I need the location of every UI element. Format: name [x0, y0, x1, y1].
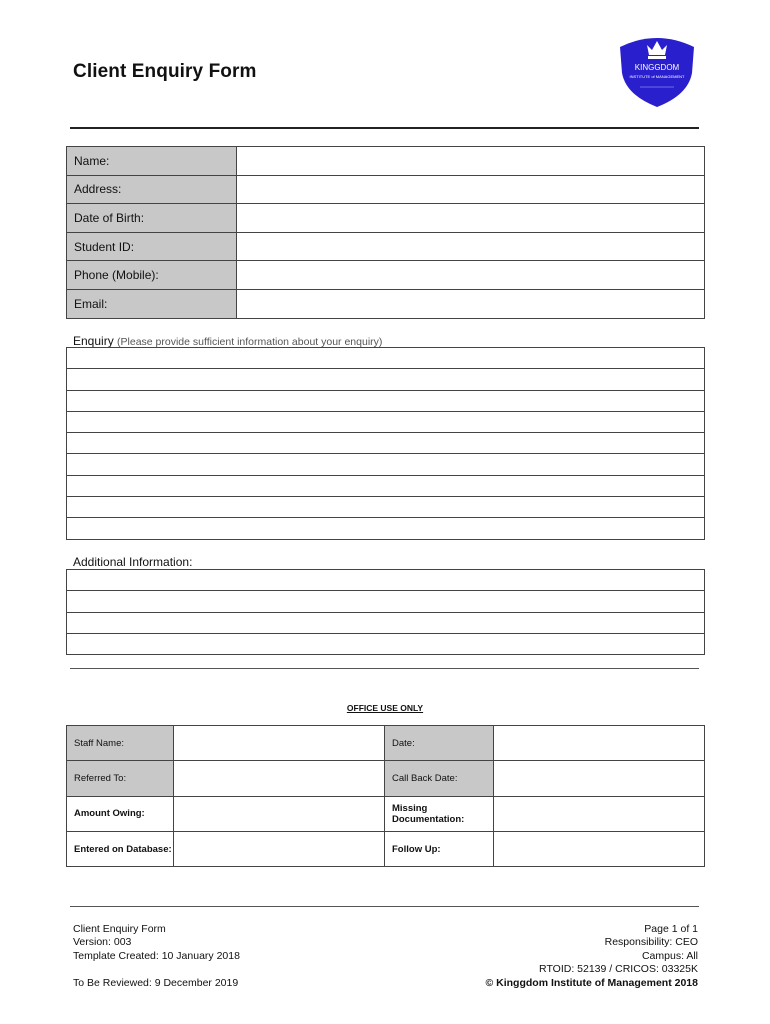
date-label: Date:: [385, 726, 494, 761]
additional-line: [67, 612, 705, 633]
enquiry-line-cell[interactable]: [67, 497, 705, 518]
address-label: Address:: [67, 175, 237, 204]
additional-line: [67, 591, 705, 612]
enquiry-line: [67, 433, 705, 454]
enquiry-line-cell[interactable]: [67, 475, 705, 496]
email-label: Email:: [67, 289, 237, 318]
additional-info-label: Additional Information:: [73, 555, 193, 569]
student-details-table: [66, 146, 705, 319]
enquiry-line: [67, 454, 705, 475]
date-field[interactable]: [494, 726, 705, 761]
footer-copyright: © Kinggdom Institute of Management 2018: [485, 976, 698, 989]
enquiry-line-cell[interactable]: [67, 348, 705, 369]
enquiry-line: [67, 411, 705, 432]
additional-line-cell[interactable]: [67, 591, 705, 612]
phone-field[interactable]: [237, 261, 705, 290]
staff-name-label: Staff Name:: [67, 726, 174, 761]
follow-up-label: Follow Up:: [385, 831, 494, 866]
enquiry-note: (Please provide sufficient information about your enquiry): [117, 336, 383, 348]
footer-left: [73, 923, 240, 990]
dob-field[interactable]: [237, 204, 705, 233]
footer-right: [485, 923, 698, 990]
footer-template-created: Template Created: 10 January 2018: [73, 949, 240, 962]
amount-owing-label: Amount Owing:: [67, 796, 174, 831]
office-use-table: [66, 725, 705, 867]
additional-line-cell[interactable]: [67, 633, 705, 654]
page-title: Client Enquiry Form: [73, 61, 257, 82]
call-back-date-field[interactable]: [494, 761, 705, 796]
enquiry-line: [67, 497, 705, 518]
enquiry-line: [67, 475, 705, 496]
phone-label: Phone (Mobile):: [67, 261, 237, 290]
footer-responsibility: Responsibility: CEO: [604, 936, 698, 949]
additional-line: [67, 633, 705, 654]
enquiry-line: [67, 348, 705, 369]
additional-line: [67, 570, 705, 591]
section-divider: [70, 668, 699, 669]
table-row: [67, 761, 705, 796]
table-row: [67, 289, 705, 318]
footer-form-name: Client Enquiry Form: [73, 923, 166, 935]
referred-to-label: Referred To:: [67, 761, 174, 796]
additional-line-cell[interactable]: [67, 612, 705, 633]
enquiry-line-cell[interactable]: [67, 454, 705, 475]
table-row: [67, 831, 705, 866]
enquiry-line-cell[interactable]: [67, 390, 705, 411]
logo-subtitle: INSTITUTE of MANAGEMENT: [629, 74, 685, 79]
footer-rtoid: RTOID: 52139 / CRICOS: 03325K: [539, 963, 698, 976]
table-row: [67, 175, 705, 204]
enquiry-lines[interactable]: [66, 347, 705, 540]
student-id-label: Student ID:: [67, 232, 237, 261]
table-row: [67, 726, 705, 761]
missing-documentation-field[interactable]: [494, 796, 705, 831]
enquiry-line-cell[interactable]: [67, 369, 705, 390]
additional-line-cell[interactable]: [67, 570, 705, 591]
footer-divider: [70, 906, 699, 907]
additional-info-lines[interactable]: [66, 569, 705, 655]
address-field[interactable]: [237, 175, 705, 204]
name-label: Name:: [67, 147, 237, 176]
table-row: [67, 147, 705, 176]
footer-page-number: Page 1 of 1: [644, 923, 698, 935]
logo-name: KINGGDOM: [634, 63, 680, 72]
missing-documentation-label: Missing Documentation:: [385, 796, 494, 831]
table-row: [67, 232, 705, 261]
footer-review-date: To Be Reviewed: 9 December 2019: [73, 976, 239, 989]
enquiry-heading: [73, 334, 382, 348]
footer-version: Version: 003: [73, 936, 132, 949]
dob-label: Date of Birth:: [67, 204, 237, 233]
email-field[interactable]: [237, 289, 705, 318]
staff-name-field[interactable]: [174, 726, 385, 761]
enquiry-line: [67, 369, 705, 390]
referred-to-field[interactable]: [174, 761, 385, 796]
enquiry-line: [67, 390, 705, 411]
call-back-date-label: Call Back Date:: [385, 761, 494, 796]
enquiry-line-cell[interactable]: [67, 518, 705, 539]
footer-campus: Campus: All: [641, 949, 698, 962]
entered-on-database-label: Entered on Database:: [67, 831, 174, 866]
institute-logo: [616, 33, 698, 109]
table-row: [67, 204, 705, 233]
name-field[interactable]: [237, 147, 705, 176]
enquiry-line-cell[interactable]: [67, 433, 705, 454]
follow-up-field[interactable]: [494, 831, 705, 866]
office-use-heading: OFFICE USE ONLY: [346, 703, 424, 713]
amount-owing-field[interactable]: [174, 796, 385, 831]
student-id-field[interactable]: [237, 232, 705, 261]
enquiry-label: Enquiry: [73, 334, 114, 348]
enquiry-line-cell[interactable]: [67, 411, 705, 432]
table-row: [67, 796, 705, 831]
enquiry-line: [67, 518, 705, 539]
table-row: [67, 261, 705, 290]
entered-on-database-field[interactable]: [174, 831, 385, 866]
header-divider: [70, 127, 699, 129]
